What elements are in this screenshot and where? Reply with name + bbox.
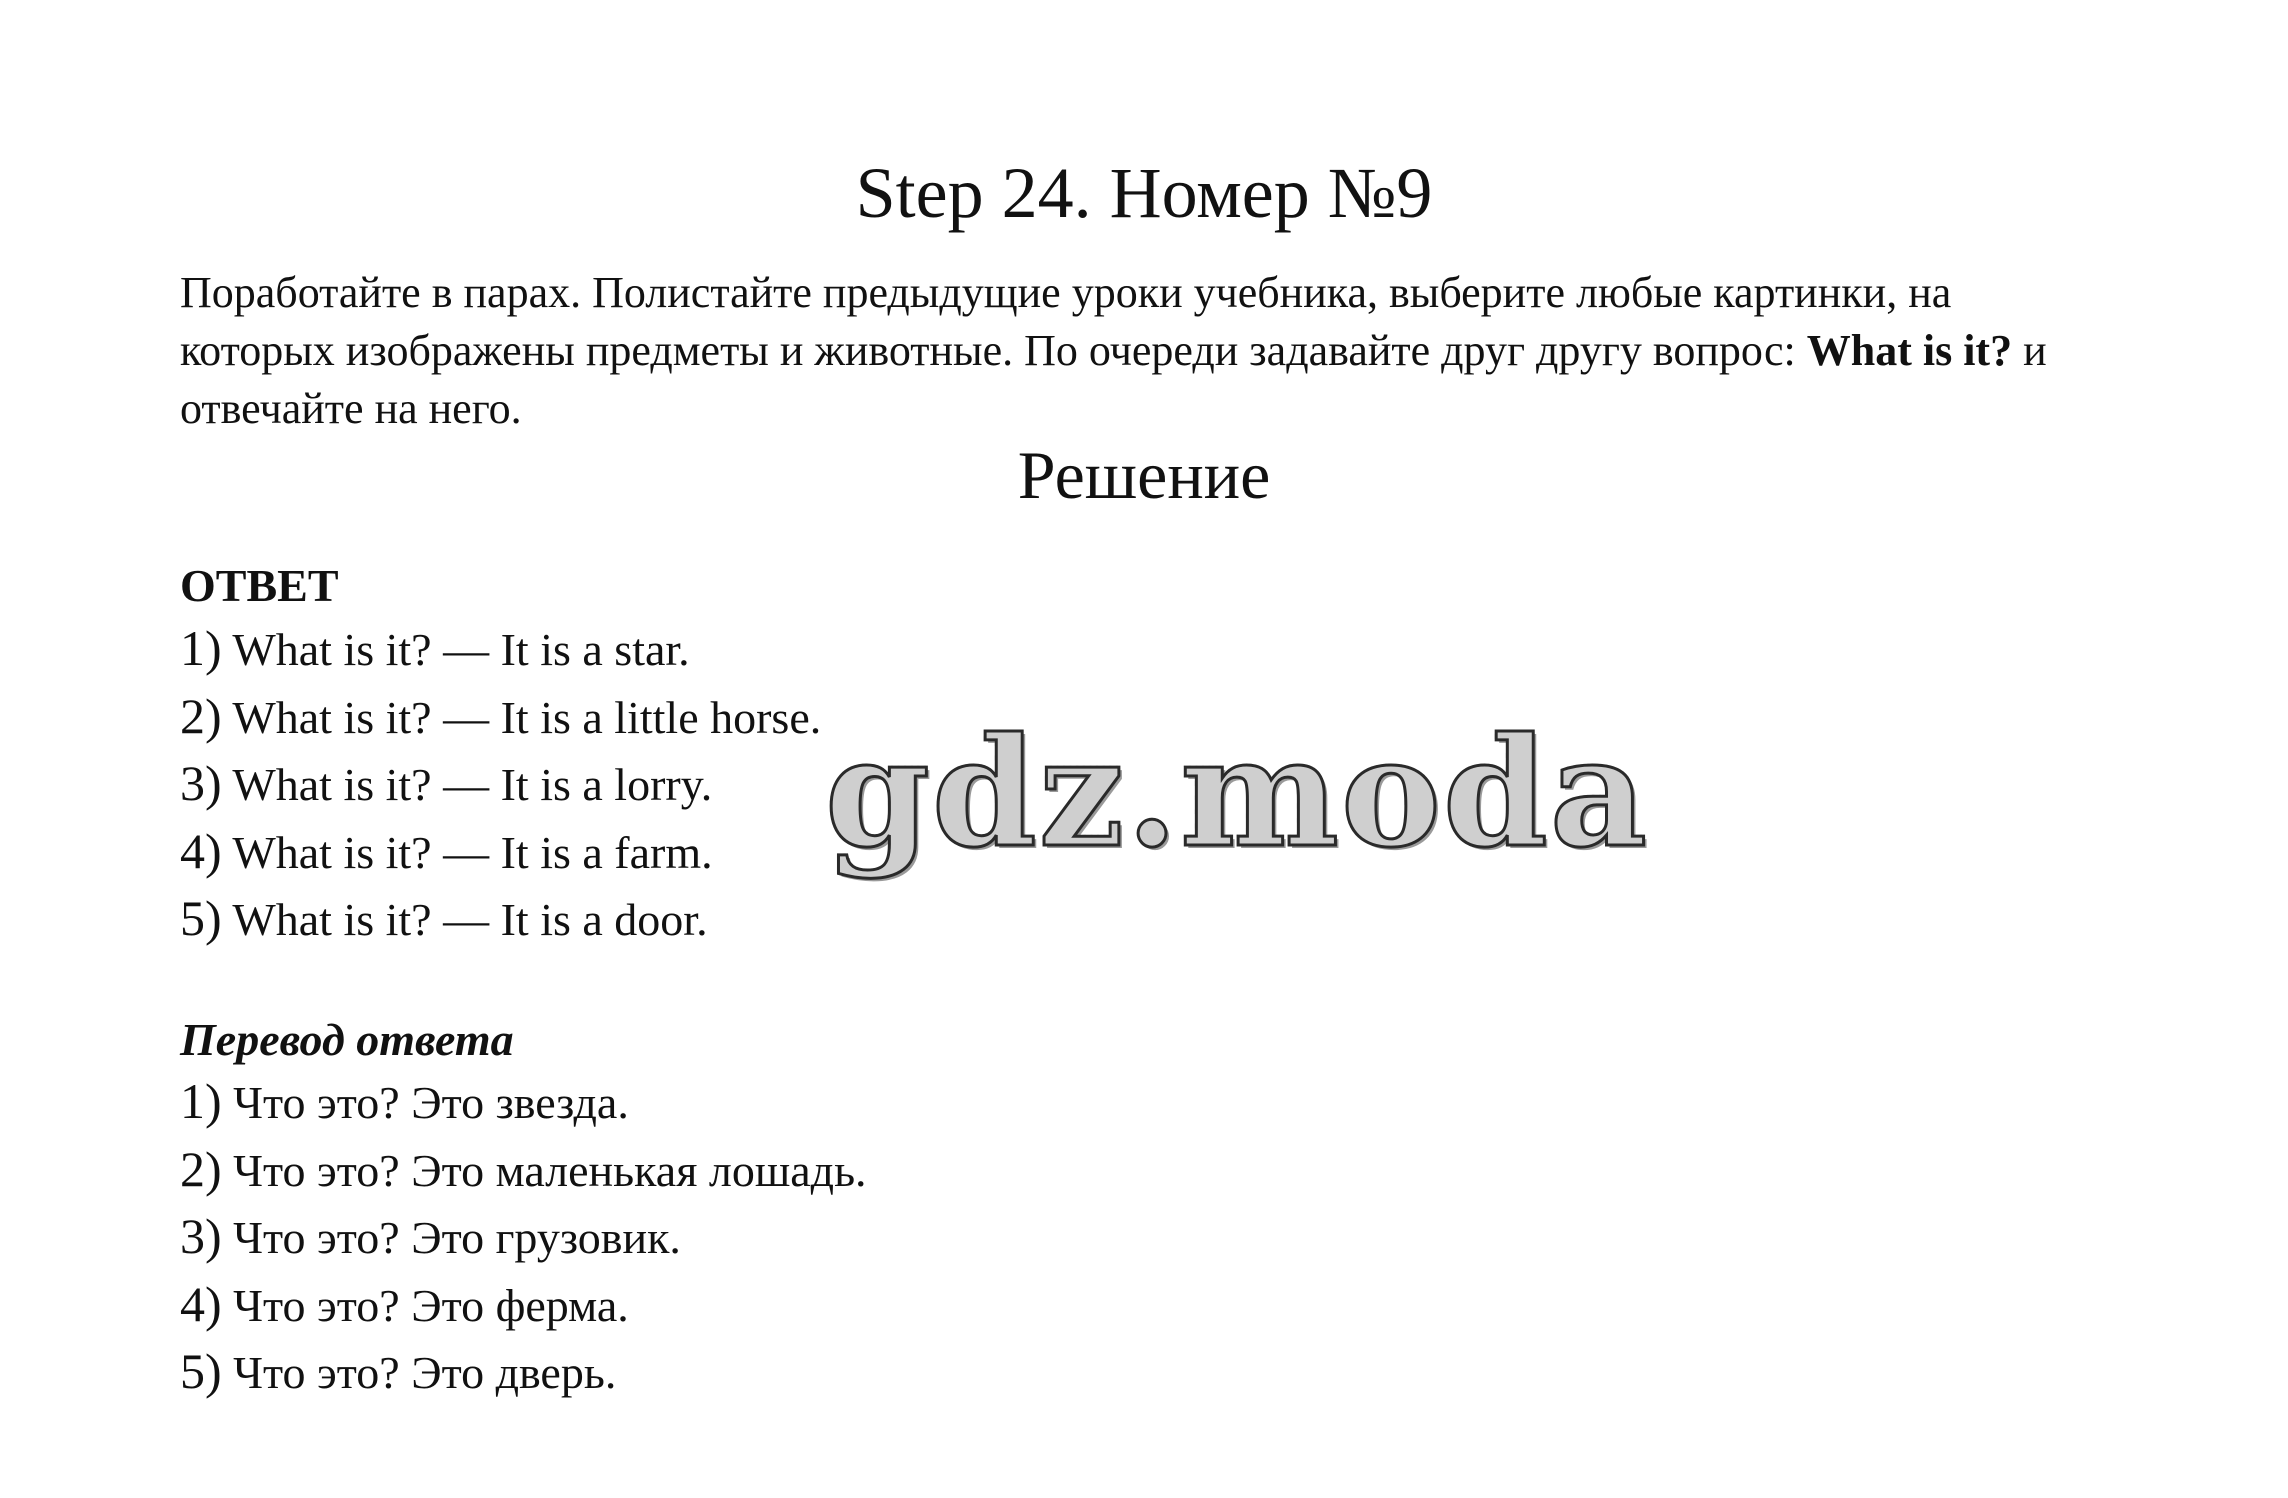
item-text: Что это? Это дверь.	[221, 1347, 617, 1398]
item-text: What is it? — It is a lorry.	[221, 759, 713, 810]
answer-item	[180, 615, 821, 683]
solution-heading: Решение	[1017, 437, 1271, 513]
task-question-phrase: What is it?	[1806, 326, 2013, 375]
item-text: What is it? — It is a star.	[221, 624, 690, 675]
item-number: 1)	[180, 1073, 222, 1129]
answer-item	[180, 750, 821, 818]
translation-list	[180, 1068, 867, 1406]
item-number: 4)	[180, 822, 222, 879]
translation-item	[180, 1136, 867, 1204]
answer-item	[180, 818, 821, 886]
item-text: What is it? — It is a little horse.	[221, 691, 822, 743]
page-title: Step 24. Номер №9	[855, 153, 1433, 234]
item-text: Что это? Это грузовик.	[221, 1212, 681, 1263]
item-number: 2)	[180, 687, 222, 744]
item-number: 1)	[180, 620, 222, 676]
item-text: Что это? Это звезда.	[221, 1077, 629, 1128]
answer-label: ОТВЕТ	[180, 560, 339, 611]
answer-item	[180, 885, 821, 953]
item-number: 2)	[180, 1140, 222, 1197]
item-number: 4)	[180, 1275, 222, 1332]
task-text	[180, 264, 2080, 438]
answer-list	[180, 615, 821, 953]
item-text: What is it? — It is a farm.	[221, 826, 713, 878]
item-text: What is it? — It is a door.	[221, 894, 708, 945]
task-text-intro: Поработайте в парах. Полистайте предыдущие уроки учебника, выберите любые картинки, на которых изображены предметы и животные. По очереди задавайте друг другу вопрос:	[180, 268, 1952, 375]
watermark-logo: gdz.moda	[825, 705, 1650, 881]
item-text: Что это? Это ферма.	[221, 1279, 629, 1331]
item-number: 3)	[180, 755, 222, 811]
item-number: 3)	[180, 1208, 222, 1264]
item-text: Что это? Это маленькая лошадь.	[221, 1144, 867, 1196]
translation-item	[180, 1068, 867, 1136]
item-number: 5)	[180, 890, 222, 946]
answer-item	[180, 683, 821, 751]
translation-item	[180, 1203, 867, 1271]
task-text-end: и отвечайте на него.	[180, 326, 2047, 433]
translation-label: Перевод ответа	[180, 1014, 514, 1065]
item-number: 5)	[180, 1343, 222, 1399]
translation-item	[180, 1271, 867, 1339]
translation-item	[180, 1338, 867, 1406]
